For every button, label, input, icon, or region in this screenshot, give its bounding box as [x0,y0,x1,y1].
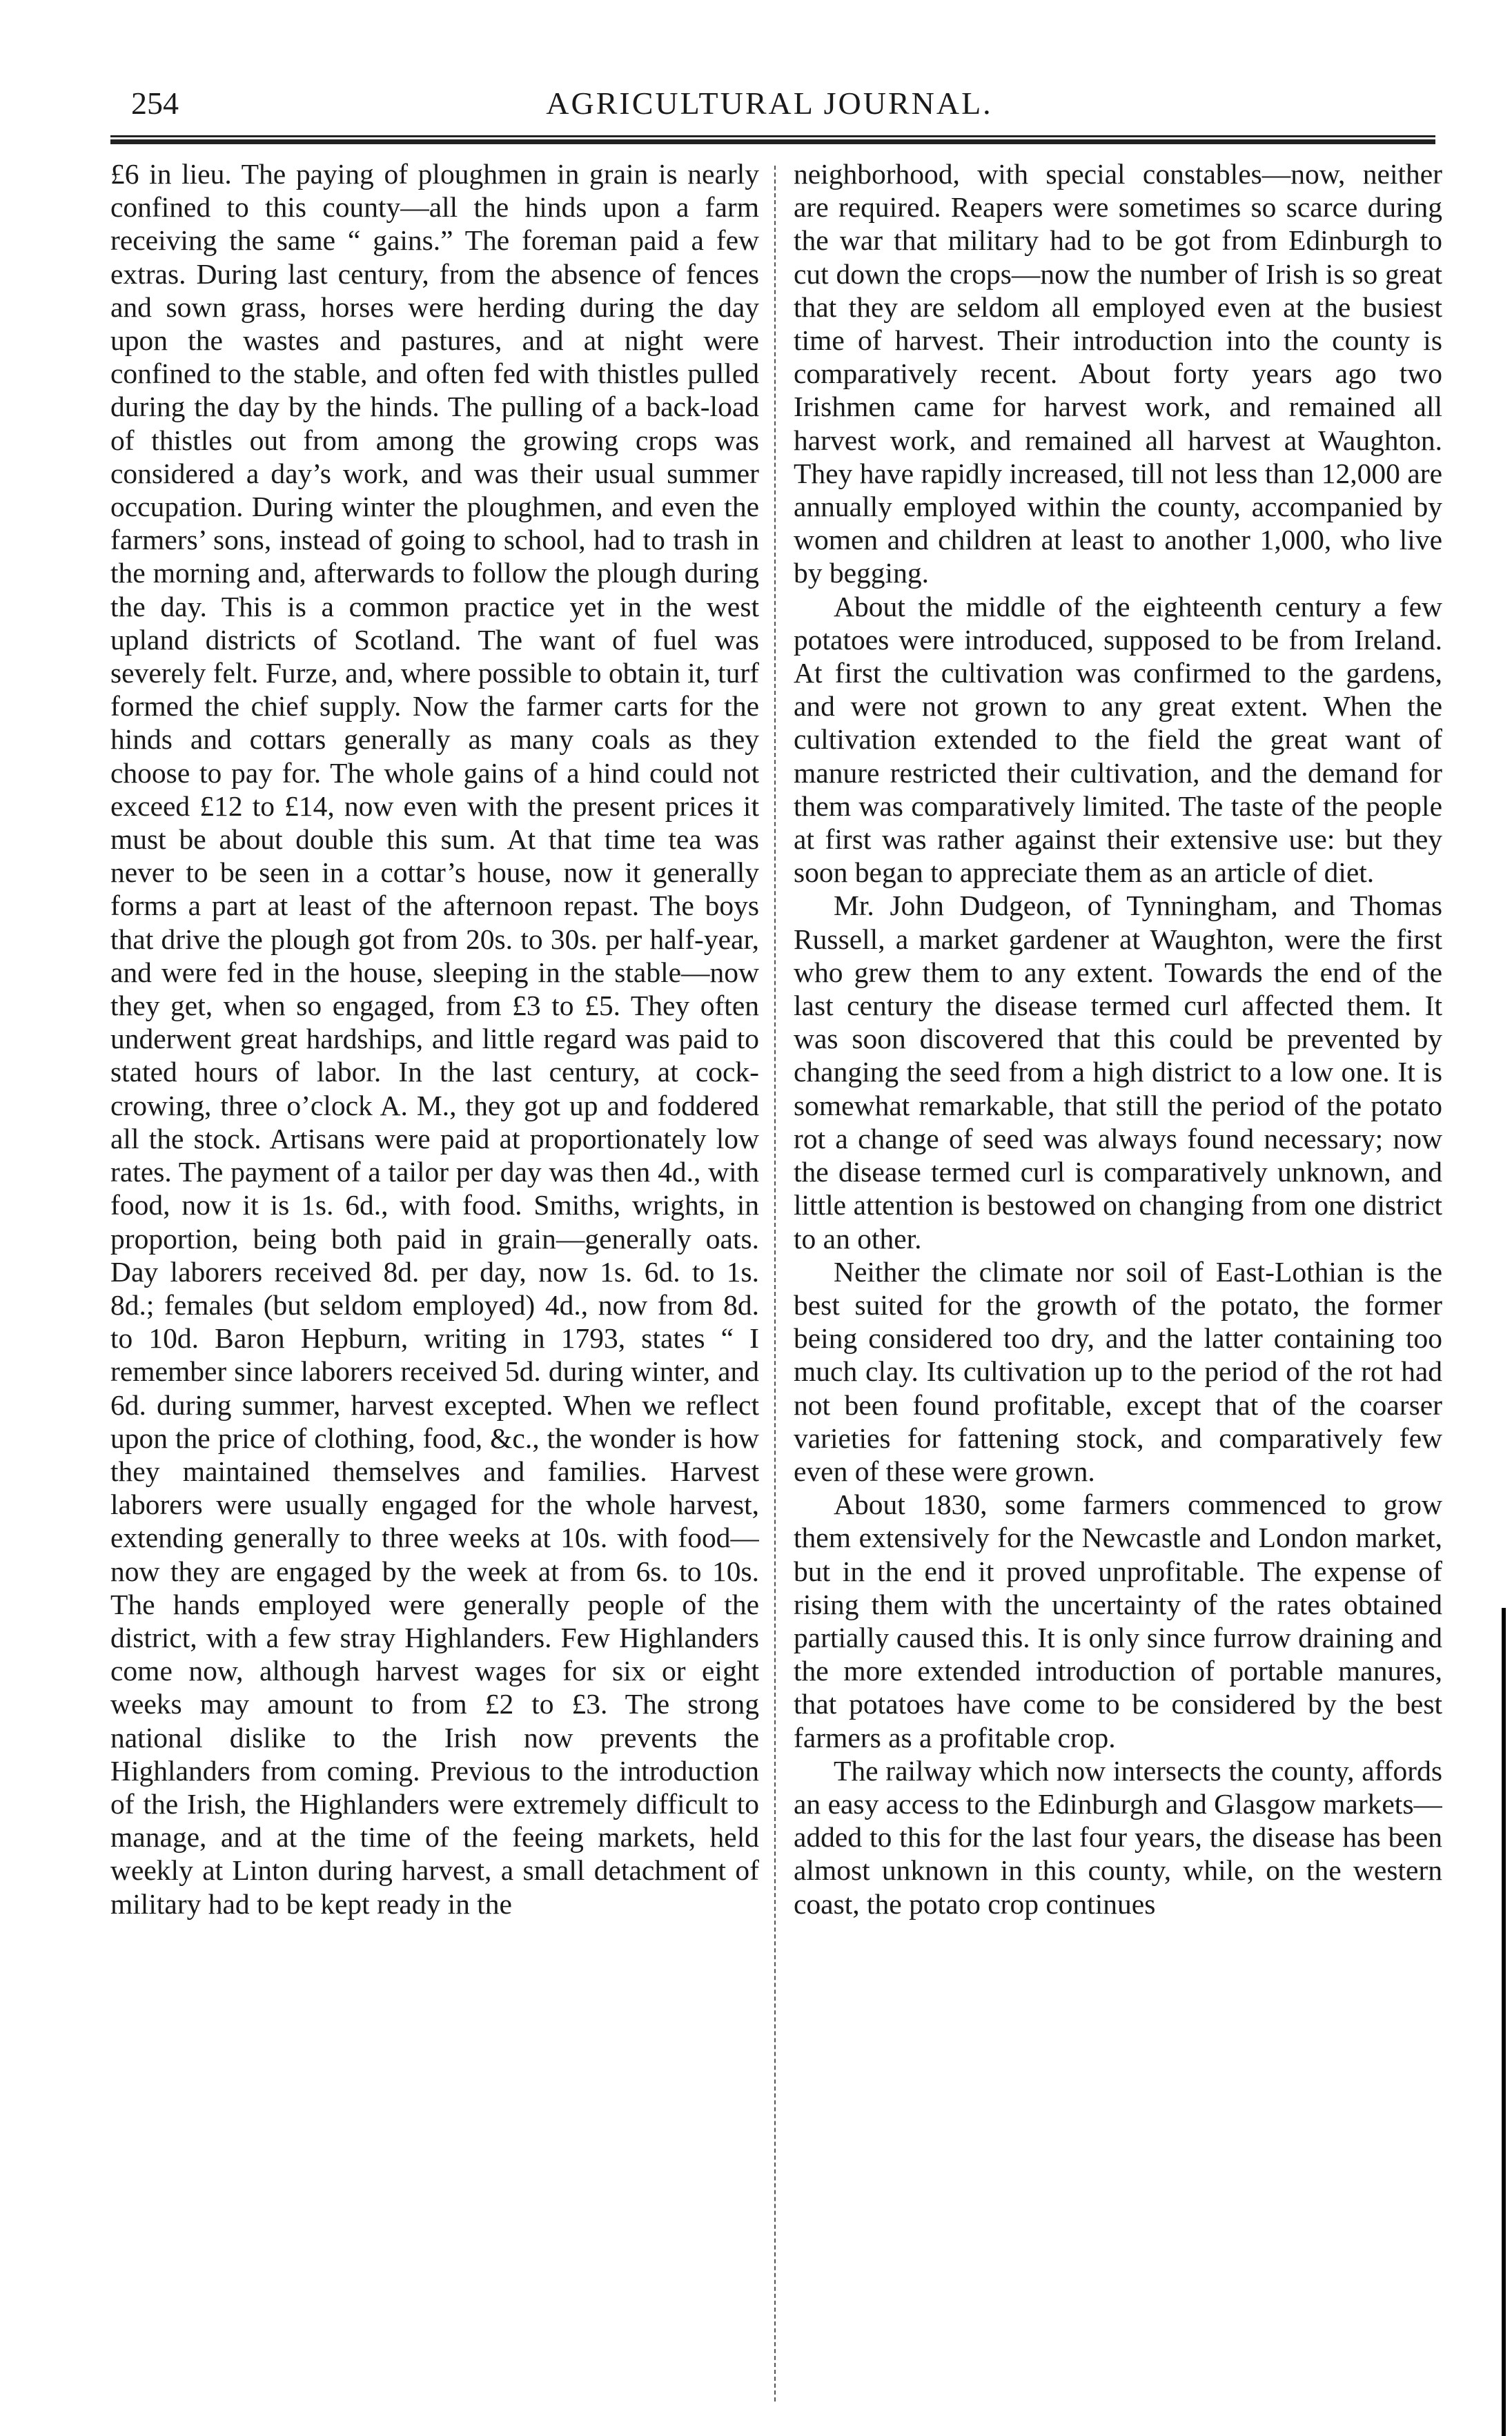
right-paragraph-1: neighborhood, with special constables—now, neither are required. Reapers were sometimes so scarce during the war that military had to be got from Edinburgh to cut down the crops—now the number of Irish is so great that they are seldom all employed even at the busiest time of harvest. Their introduction into the county is comparatively recent. About forty years ago two Irishmen came for harvest work, and remained all harvest work, and remained all harvest at Waughton. They have rapidly increased, till not less than 12,000 are annually employed within the county, accompanied by women and children at least to another 1,000, who live by begging. [794,158,1442,589]
left-column [110,157,759,2407]
right-paragraph-4: Neither the climate nor soil of East-Lothian is the best suited for the growth of the potato, the former being considered too dry, and the latter containing too much clay. Its cultivation up to the period of the rot had not been found profitable, except that of the coarser varieties for fattening stock, and comparatively few even of these were grown. [794,1255,1442,1487]
page-header [110,76,1428,131]
right-paragraph-5: About 1830, some farmers commenced to grow them extensively for the Newcastle and London market, but in the end it proved unprofitable. The expense of rising them with the uncertainty of the rates obtained partially caused this. It is only since furrow draining and the more extended introduction of portable manures, that potatoes have come to be considered by the best farmers as a profitable crop. [794,1489,1442,1754]
scan-edge-shadow [1502,1608,1506,2436]
header-rule-thin [110,135,1435,137]
right-paragraph-3: Mr. John Dudgeon, of Tynningham, and Thomas Russell, a market gardener at Waughton, were the first who grew them to any extent. Towards the end of the last century the disease termed curl affected them. It was soon discovered that this could be prevented by changing the seed from a high district to a low one. It is somewhat remarkable, that still the period of the potato rot a change of seed was always found necessary; now the disease termed curl is comparatively unknown, and little attention is bestowed on changing from one district to an other. [794,890,1442,1255]
column-divider [774,166,776,2401]
right-paragraph-6: The railway which now intersects the county, affords an easy access to the Edinburgh and Glasgow markets—added to this for the last four years, the disease has been almost unknown in this county, while, on the western coast, the potato crop continues [794,1754,1442,1920]
header-rule-thick [110,139,1435,144]
page-number: 254 [131,86,179,121]
right-paragraph-2: About the middle of the eighteenth century a few potatoes were introduced, supposed to be from Ireland. At first the cultivation was confirmed to the gardens, and were not grown to any great extent. When the cultivation extended to the field the great want of manure restricted their cultivation, and the demand for them was comparatively limited. The taste of the people at first was rather against their extensive use: but they soon began to appreciate them as an article of diet. [794,590,1442,889]
left-paragraph-1: £6 in lieu. The paying of ploughmen in grain is nearly confined to this county—all the hinds upon a farm receiving the same “ gains.” The foreman paid a few extras. During last century, from the absence of fences and sown grass, horses were herding during the day upon the wastes and pastures, and at night were confined to the stable, and often fed with thistles pulled during the day by the hinds. The pulling of a back-load of thistles out from among the growing crops was considered a day’s work, and was their usual summer occupation. During winter the ploughmen, and even the farmers’ sons, instead of going to school, had to trash in the morning and, afterwards to follow the plough during the day. This is a common practice yet in the west upland districts of Scotland. The want of fuel was severely felt. Furze, and, where possible to obtain it, turf formed the chief supply. Now the farmer carts for the hinds and cottars generally as many coals as they choose to pay for. The whole gains of a hind could not exceed £12 to £14, now even with the present prices it must be about double this sum. At that time tea was never to be seen in a cottar’s house, now it generally forms a part at least of the afternoon repast. The boys that drive the plough got from 20s. to 30s. per half-year, and were fed in the house, sleeping in the stable—now they get, when so engaged, from £3 to £5. They often underwent great hardships, and little regard was paid to stated hours of labor. In the last century, at cock-crowing, three o’clock A. M., they got up and foddered all the stock. Artisans were paid at proportionately low rates. The payment of a tailor per day was then 4d., with food, now it is 1s. 6d., with food. Smiths, wrights, in proportion, being both paid in grain—generally oats. Day laborers received 8d. per day, now 1s. 6d. to 1s. 8d.; females (but seldom employed) 4d., now from 8d. to 10d. Baron Hepburn, writing in 1793, states “ I remember since laborers received 5d. during winter, and 6d. during summer, harvest excepted. When we reflect upon the price of clothing, food, &c., the wonder is how they maintained themselves and families. Harvest laborers were usually engaged for the whole harvest, extending generally to three weeks at 10s. with food—now they are engaged by the week at from 6s. to 10s. The hands employed were generally people of the district, with a few stray Highlanders. Few Highlanders come now, although harvest wages for six or eight weeks may amount to from £2 to £3. The strong national dislike to the Irish now prevents the Highlanders from coming. Previous to the introduction of the Irish, the Highlanders were extremely difficult to manage, and at the time of the feeing markets, held weekly at Linton during harvest, a small detachment of military had to be kept ready in the [110,158,759,1920]
right-column [794,157,1442,2407]
running-title: AGRICULTURAL JOURNAL. [546,86,993,121]
